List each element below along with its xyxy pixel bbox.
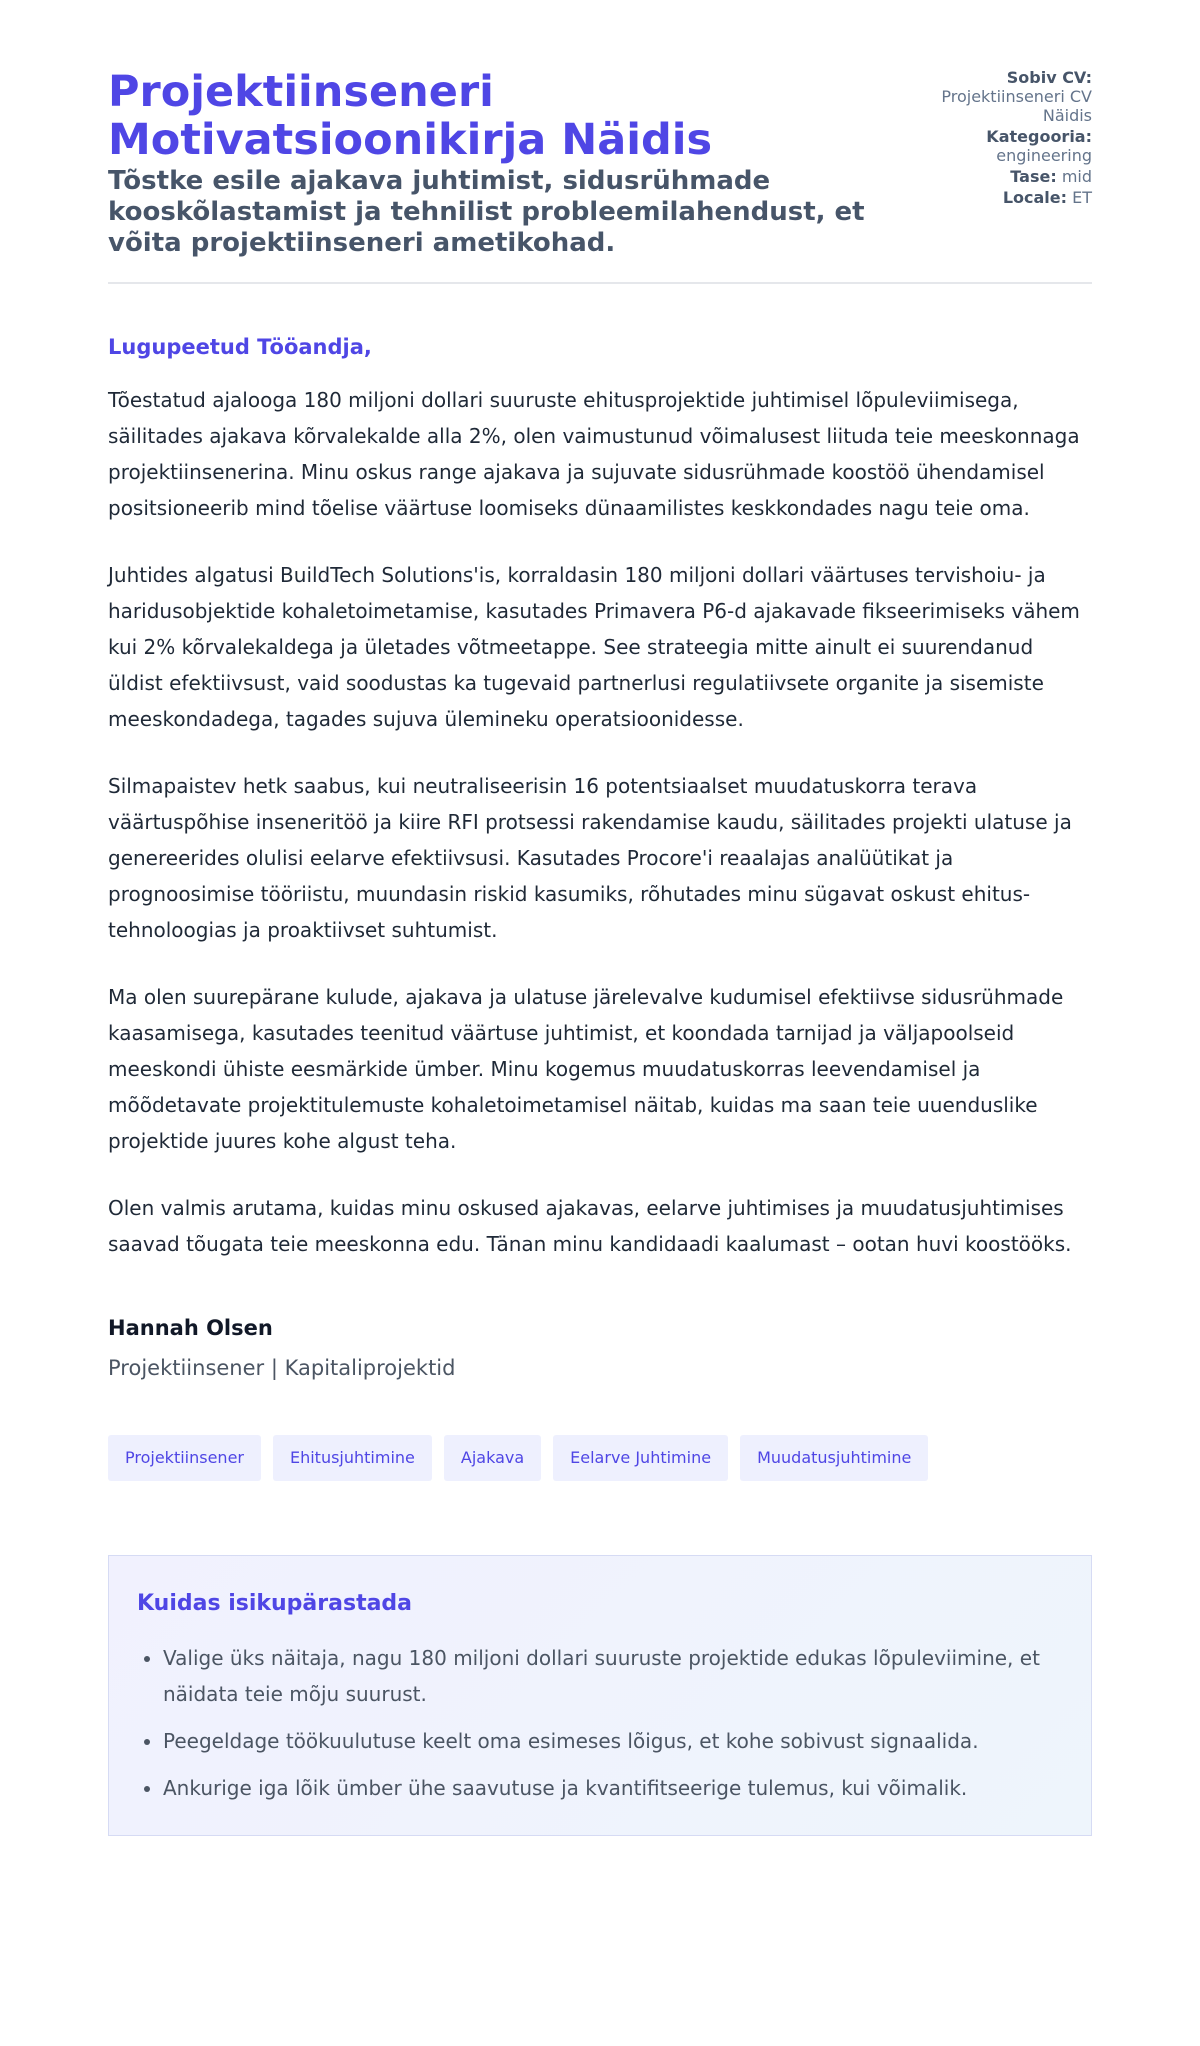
letter-paragraph: Juhtides algatusi BuildTech Solutions'is, korraldasin 180 miljoni dollari väärtuses tervishoiu- ja haridusobjektide kohaletoimetamise, kasutades Primavera P6-d ajakavade fikseerimiseks vähem kui 2% kõrvalekaldega ja ületades võtmeetappe. See strateegia mitte ainult ei suurendanud üldist efektiivsust, vaid soodustas ka tugevaid partnerlusi regulatiivsete organite ja sisemiste meeskondadega, tagades sujuva ülemineku operatsioonidesse. bbox=[108, 563, 1080, 731]
meta-locale-label: Locale: bbox=[1002, 188, 1068, 207]
meta-category-label: Kategooria: bbox=[986, 127, 1092, 146]
tag-ehitusjuhtimine[interactable]: Ehitusjuhtimine bbox=[273, 1435, 432, 1481]
meta-category bbox=[922, 127, 1092, 165]
tag-list bbox=[108, 1435, 1092, 1481]
letter-paragraph: Olen valmis arutama, kuidas minu oskused ajakavas, eelarve juhtimises ja muudatusjuhtimises saavad tõugata teie meeskonna edu. Tänan minu kandidaadi kaalumast – ootan huvi koostööks. bbox=[108, 1196, 1072, 1256]
tip-item: • Valige üks näitaja, nagu 180 miljoni dollari suuruste projektide edukas lõpuleviimine, et näidata teie mõju suurust. bbox=[163, 1640, 1063, 1712]
letter-paragraph: Ma olen suurepärane kulude, ajakava ja ulatuse järelevalve kudumisel efektiivse sidusrühmade kaasamisega, kasutades teenitud väärtuse juhtimist, et koondada tarnijad ja väljapoolseid meeskondi ühiste eesmärkide ümber. Minu kogemus muudatuskorras leevendamisel ja mõõdetavate projektitulemuste kohaletoimetamisel näitab, kuidas ma saan teie uuenduslike projektide juures kohe algust teha. bbox=[108, 985, 1064, 1153]
letter-greeting: Lugupeetud Tööandja, bbox=[108, 335, 372, 359]
tag-eelarve-juhtimine[interactable]: Eelarve Juhtimine bbox=[553, 1435, 728, 1481]
tips-list bbox=[137, 1640, 1063, 1806]
tag-projektiinsener[interactable]: Projektiinsener bbox=[108, 1435, 261, 1481]
meta-locale bbox=[922, 188, 1092, 207]
meta-level bbox=[922, 167, 1092, 186]
letter-body bbox=[108, 382, 1092, 1262]
personalization-tips-box bbox=[108, 1555, 1092, 1836]
tag-ajakava[interactable]: Ajakava bbox=[444, 1435, 541, 1481]
meta-cv-value: Projektiinseneri CV Näidis bbox=[941, 87, 1092, 125]
meta-level-label: Tase: bbox=[1010, 167, 1057, 186]
meta-panel bbox=[922, 68, 1092, 209]
meta-category-value: engineering bbox=[996, 146, 1092, 165]
letter-paragraph: Silmapaistev hetk saabus, kui neutraliseerisin 16 potentsiaalset muudatuskorra terava väärtuspõhise inseneritöö ja kiire RFI protsessi rakendamise kaudu, säilitades projekti ulatuse ja genereerides olulisi eelarve efektiivsusi. Kasutades Procore'i reaalajas analüütikat ja prognoosimise tööriistu, muundasin riskid kasumiks, rõhutades minu sügavat oskust ehitus-tehnoloogias ja proaktiivset suhtumist. bbox=[108, 774, 1072, 942]
meta-level-value: mid bbox=[1061, 167, 1092, 186]
meta-locale-value: ET bbox=[1072, 188, 1092, 207]
signature-role: Projektiinsener | Kapitaliprojektid bbox=[108, 1356, 456, 1380]
tag-muudatusjuhtimine[interactable]: Muudatusjuhtimine bbox=[740, 1435, 928, 1481]
meta-cv-label: Sobiv CV: bbox=[1006, 68, 1092, 87]
tip-item: • Peegeldage töökuulutuse keelt oma esimeses lõigus, et kohe sobivust signaalida. bbox=[163, 1723, 1063, 1759]
letter-paragraph: Tõestatud ajalooga 180 miljoni dollari suuruste ehitusprojektide juhtimisel lõpuleviimisega, säilitades ajakava kõrvalekalde alla 2%, olen vaimustunud võimalusest liituda teie meeskonnaga projektiinsenerina. Minu oskus range ajakava ja sujuvate sidusrühmade koostöö ühendamisel positsioneerib mind tõelise väärtuse loomiseks dünaamilistes keskkondades nagu teie oma. bbox=[108, 388, 1080, 520]
tip-item: • Ankurige iga lõik ümber ühe saavutuse ja kvantifitseerige tulemus, kui võimalik. bbox=[163, 1770, 1063, 1806]
page-header bbox=[108, 68, 1092, 284]
signature-block bbox=[108, 1315, 1092, 1381]
signature-name: Hannah Olsen bbox=[108, 1316, 273, 1340]
tips-title: Kuidas isikupärastada bbox=[137, 1591, 413, 1616]
meta-cv bbox=[922, 68, 1092, 125]
page-subtitle: Tõstke esile ajakava juhtimist, sidusrühmade kooskõlastamist ja tehnilist probleemilahendust, et võita projektiinseneri ametikohad. bbox=[108, 166, 865, 258]
page-title: Projektiinseneri Motivatsioonikirja Näidis bbox=[108, 67, 713, 165]
